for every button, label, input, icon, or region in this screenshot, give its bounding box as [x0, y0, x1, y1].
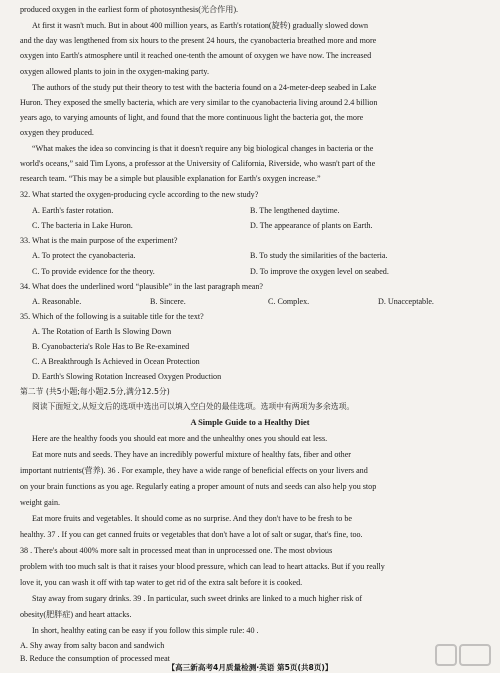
option-33-a: A. To protect the cyanobacteria. [32, 251, 136, 260]
option-34-a: A. Reasonable. [32, 297, 82, 306]
passage-line: research team. “This may be a simple but plausible explanation for Earth's oxygen increase.” [20, 174, 321, 183]
question-35: 35. Which of the following is a suitable title for the text? [20, 312, 204, 321]
passage-line: The authors of the study put their theory to test with the bacteria found on a 24-meter-deep seabed in Lake [32, 83, 377, 92]
passage-title: A Simple Guide to a Healthy Diet [190, 418, 310, 427]
passage-line: Here are the healthy foods you should eat more and the unhealthy ones you should eat less. [32, 434, 328, 443]
passage-line: on your brain functions as you age. Regularly eating a proper amount of nuts and seeds can also help you stop [20, 482, 377, 491]
option-33-d: D. To improve the oxygen level on seabed. [250, 267, 389, 276]
option-34-c: C. Complex. [268, 297, 310, 306]
passage-line: oxygen they produced. [20, 128, 94, 137]
question-32: 32. What started the oxygen-producing cycle according to the new study? [20, 190, 259, 199]
option-35-d: D. Earth's Slowing Rotation Increased Oxygen Production [32, 372, 222, 381]
passage-line: world's oceans,” said Tim Lyons, a professor at the University of California, Riverside, who wasn't part of the [20, 159, 376, 168]
passage-line: years ago, to varying amounts of light, and found that the more continuous light the bacteria got, the more [20, 113, 364, 122]
passage-line: oxygen allowed plants to join in the oxygen-making party. [20, 67, 209, 76]
passage-line: “What makes the idea so convincing is that it doesn't require any big biological changes in bacteria or the [32, 144, 374, 153]
passage-line: produced oxygen in the earliest form of photosynthesis(光合作用). [20, 5, 239, 14]
option-34-d: D. Unacceptable. [378, 297, 434, 306]
section-heading: 第二节 (共5小题;每小题2.5分,满分12.5分) [20, 387, 170, 396]
option-35-b: B. Cyanobacteria's Role Has to Be Re-examined [32, 342, 190, 351]
passage-line: Eat more fruits and vegetables. It should come as no surprise. And they don't have to be fresh to be [32, 514, 352, 523]
option-35-a: A. The Rotation of Earth Is Slowing Down [32, 327, 172, 336]
option-32-d: D. The appearance of plants on Earth. [250, 221, 373, 230]
answer-option-b: B. Reduce the consumption of processed meat [20, 654, 170, 663]
passage-line: oxygen into Earth's atmosphere until it reached one-tenth the amount of oxygen we have now. The increased [20, 51, 372, 60]
question-34: 34. What does the underlined word “plausible” in the last paragraph mean? [20, 282, 264, 291]
option-32-a: A. Earth's faster rotation. [32, 206, 114, 215]
passage-line: obesity(肥胖症) and heart attacks. [20, 610, 132, 619]
passage-line: 38 . There's about 400% more salt in processed meat than in unprocessed one. The most obvious [20, 546, 333, 555]
passage-line: At first it wasn't much. But in about 400 million years, as Earth's rotation(旋转) gradually slowed down [32, 21, 369, 30]
page-footer: 【高三新高考4月质量检测·英语 第5页(共8页)】 [167, 663, 333, 672]
passage-line: love it, you can wash it off with tap water to get rid of the extra salt before it is cooked. [20, 578, 303, 587]
option-34-b: B. Sincere. [150, 297, 186, 306]
passage-line: healthy. 37 . If you can get canned fruits or vegetables that don't have a lot of salt or sugar, that's fine, too. [20, 530, 363, 539]
option-33-b: B. To study the similarities of the bacteria. [250, 251, 388, 260]
option-35-c: C. A Breakthrough Is Achieved in Ocean Protection [32, 357, 200, 366]
watermark-logo-icon [434, 642, 494, 668]
passage-line: In short, healthy eating can be easy if you follow this simple rule: 40 . [32, 626, 259, 635]
passage-line: and the day was lengthened from six hours to the present 24 hours, the cyanobacteria breathed more and more [20, 36, 377, 45]
passage-line: problem with too much salt is that it raises your blood pressure, which can lead to heart attacks. But if you really [20, 562, 385, 571]
answer-option-a: A. Shy away from salty bacon and sandwich [20, 641, 165, 650]
question-33: 33. What is the main purpose of the experiment? [20, 236, 178, 245]
passage-line: Eat more nuts and seeds. They have an incredibly powerful mixture of healthy fats, fiber and other [32, 450, 351, 459]
passage-line: important nutrients(营养). 36 . For example, they have a wide range of beneficial effects on your livers and [20, 466, 368, 475]
option-33-c: C. To provide evidence for the theory. [32, 267, 155, 276]
section-instructions: 阅读下面短文,从短文后的选项中选出可以填入空白处的最佳选项。选项中有两项为多余选项。 [32, 402, 355, 411]
option-32-c: C. The bacteria in Lake Huron. [32, 221, 133, 230]
passage-line: Huron. They exposed the smelly bacteria, which are very similar to the cyanobacteria living around 2.4 billion [20, 98, 378, 107]
passage-line: weight gain. [20, 498, 61, 507]
passage-line: Stay away from sugary drinks. 39 . In particular, such sweet drinks are linked to a much higher risk of [32, 594, 363, 603]
option-32-b: B. The lengthened daytime. [250, 206, 340, 215]
